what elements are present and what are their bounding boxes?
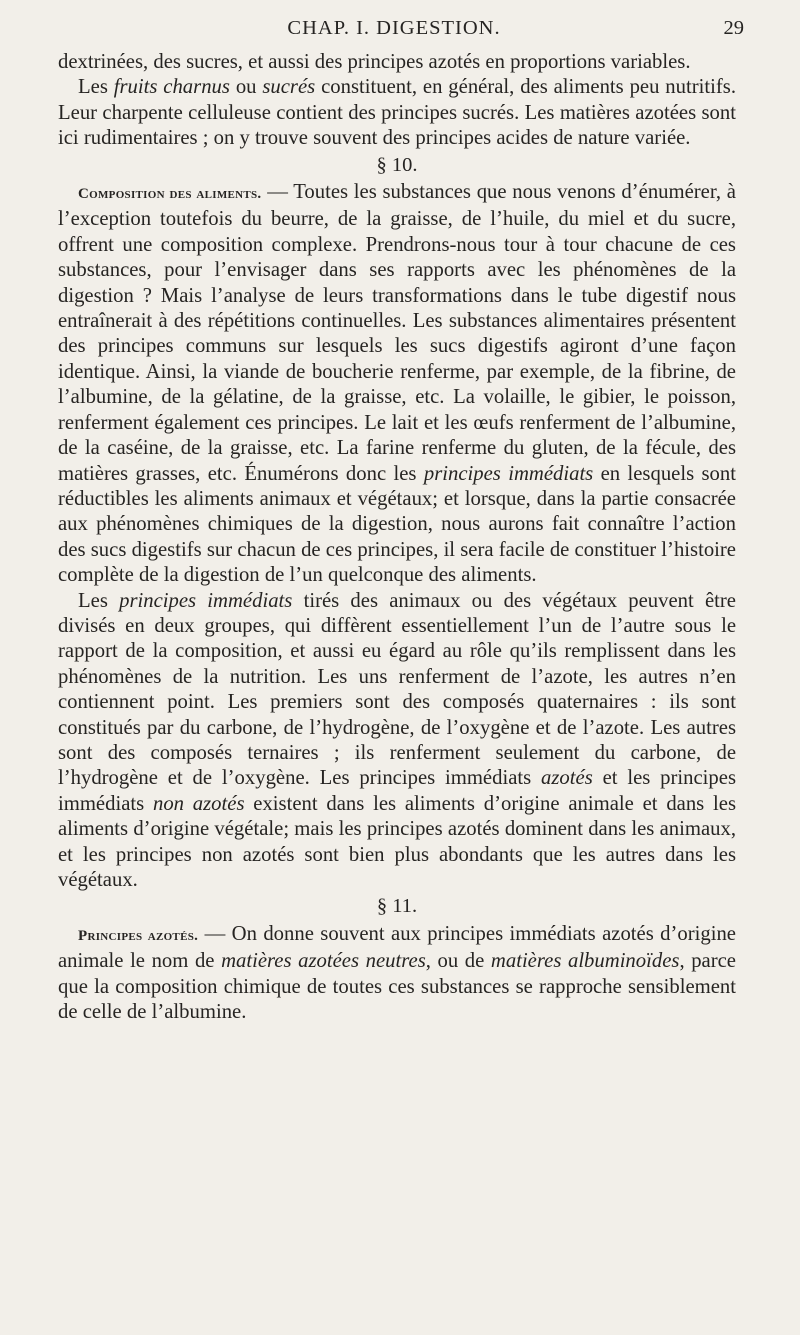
running-title: CHAP. I. DIGESTION.: [287, 17, 501, 39]
paragraph-fruits: [58, 75, 736, 151]
text-run: en lesquels sont réductibles les aliments animaux et végétaux; et lorsque, dans la partie consacrée aux phénomènes chimiques de la digestion, nous aurons fait connaître l’action des sucs digestifs sur chacun de ces principes, il sera facile de constituer l’histoire complète de la digestion de l’un quelconque des aliments.: [58, 462, 736, 587]
text-run: tirés des animaux ou des végétaux peuvent être divisés en deux groupes, qui diffèrent essentiellement l’un de l’autre sous le rapport de la composition, et aussi eu égard au rôle qu’ils remplissent dans les phénomènes de la nutrition. Les uns renferment de l’azote, les autres n’en contiennent point. Les premiers sont des composés quaternaires : ils sont constitués par du carbone, de l’hydrogène, de l’oxygène et de l’azote. Les autres sont des composés ternaires ; ils renferment seulement du carbone, de l’hydrogène et de l’oxygène. Les principes immédiats: [58, 589, 736, 790]
italic-term: azotés: [192, 792, 245, 815]
paragraph-composition: [58, 180, 736, 589]
paragraph-principes: [58, 589, 736, 894]
text-run: Les: [78, 589, 120, 612]
text-run: et les principes immédiats: [58, 767, 736, 815]
section-number-11: § 11.: [376, 895, 418, 918]
text-run: Les: [78, 76, 114, 99]
italic-term: sucrés: [262, 76, 316, 99]
italic-term: principes immédiats: [423, 462, 594, 485]
text-run: — On donne souvent aux principes immédiats azotés d’origine animale le nom de: [58, 922, 736, 973]
text-run: ou: [229, 76, 263, 99]
page-number: 29: [723, 17, 744, 39]
running-head: [44, 17, 744, 45]
paragraph-principes-azotes: [58, 922, 736, 1026]
italic-term: matières albuminoïdes: [490, 950, 680, 973]
italic-term: fruits charnus: [113, 76, 230, 99]
section-heading: Principes azotés.: [78, 927, 199, 944]
body-text: [58, 50, 736, 1025]
italic-term: azotés: [541, 767, 593, 790]
paragraph-continued: [58, 50, 736, 75]
text-run: , parce que la composition chimique de toutes ces substances se rapproche sensiblement de celle de l’albumine.: [58, 950, 736, 1024]
text-run: existent dans les aliments d’origine animale et dans les aliments d’origine végétale; mais les principes azotés dominent dans les animaux, et les principes non azotés sont bien plus abondants que les autres dans les végétaux.: [58, 792, 736, 891]
italic-term: principes immédiats: [119, 589, 293, 612]
section-number-10: § 10.: [376, 153, 418, 176]
italic-term: non: [152, 792, 184, 815]
section-heading: Composition des aliments.: [78, 186, 262, 203]
text-run: dextrinées, des sucres, et aussi des principes azotés en proportions variables.: [58, 51, 691, 73]
text-run: , ou de: [425, 950, 491, 973]
italic-term: matières azotées neutres: [221, 950, 426, 973]
text-run: [184, 793, 193, 815]
text-run: — Toutes les substances que nous venons d’énumérer, à l’exception toutefois du beurre, de la graisse, de l’huile, du miel et du sucre, offrent une composition complexe. Prendrons-nous tour à tour chacune de ces substances, pour l’envisager dans ses rapports avec les phénomènes de la digestion ? Mais l’analyse de leurs transformations dans le tube digestif nous entraînerait à des répétitions continuelles. Les substances alimentaires présentent des principes communs sur lesquels les sucs digestifs agiront d’une façon identique. Ainsi, la viande de boucherie renferme, par exemple, de la fibrine, de l’albumine, de la gélatine, de la graisse, etc. La volaille, le gibier, le poisson, renferment également ces principes. Le lait et les œufs renferment de l’albumine, de la caséine, de la graisse, etc. La farine renferme du gluten, de la fécule, des matières grasses, etc. Énumérons donc les: [58, 181, 736, 485]
text-run: constituent, en général, des aliments peu nutritifs. Leur charpente celluleuse contient des principes sucrés. Les matières azotées sont ici rudimentaires ; on y trouve souvent des principes acides de nature variée.: [58, 76, 736, 150]
